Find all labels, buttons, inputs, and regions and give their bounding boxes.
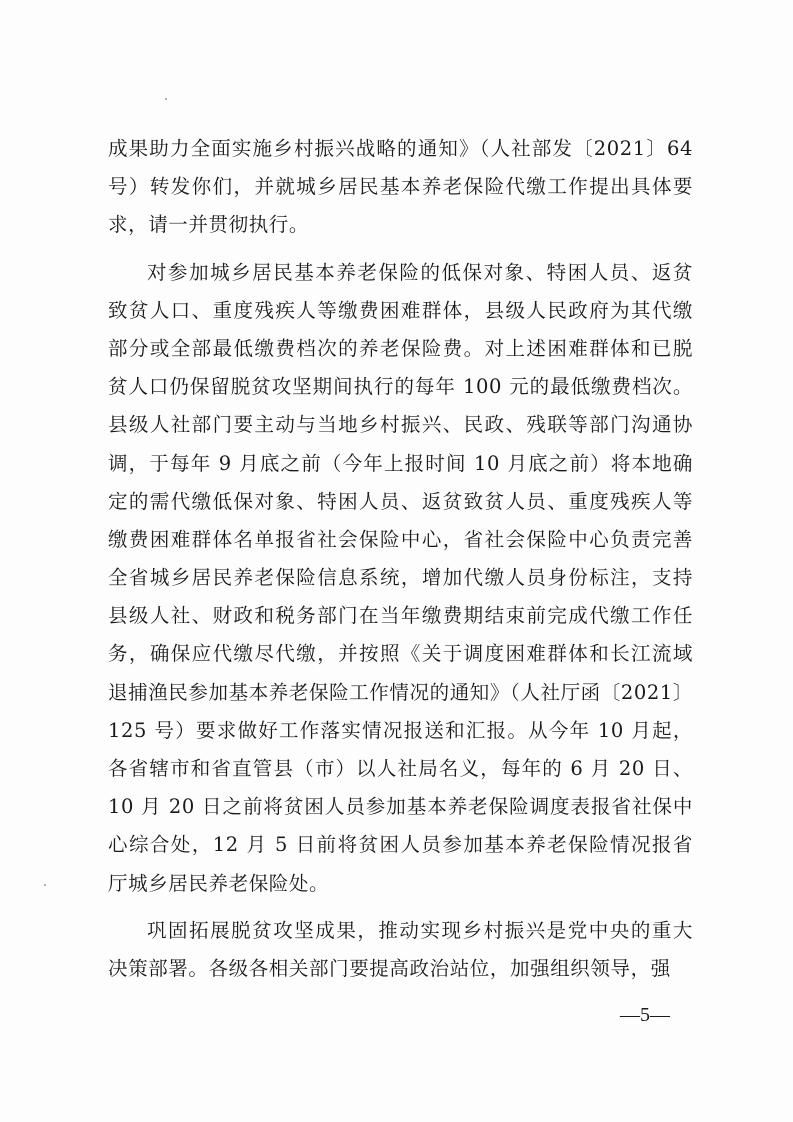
text-line: 各省辖市和省直管县（市）以人社局名义，每年的 6 月 20 日、 xyxy=(108,757,693,780)
page-number: —5— xyxy=(620,1004,670,1026)
paragraph xyxy=(108,130,693,245)
text-line: 心综合处，12 月 5 日前将贫困人员参加基本养老保险情况报省 xyxy=(108,833,693,857)
text-line: 号）转发你们，并就城乡居民基本养老保险代缴工作提出具体要 xyxy=(108,175,693,199)
text-line: 全省城乡居民养老保险信息系统，增加代缴人员身份标注，支持 xyxy=(108,566,693,590)
paragraph xyxy=(108,912,693,988)
text-line: 125 号）要求做好工作落实情况报送和汇报。从今年 10 月起， xyxy=(108,718,693,742)
text-line: 贫人口仍保留脱贫攻坚期间执行的每年 100 元的最低缴费档次。 xyxy=(108,375,693,399)
text-line: 缴费困难群体名单报省社会保险中心，省社会保险中心负责完善 xyxy=(108,527,693,551)
text-line: 县级人社部门要主动与当地乡村振兴、民政、残联等部门沟通协 xyxy=(108,413,693,437)
text-line: 10 月 20 日之前将贫困人员参加基本养老保险调度表报省社保中 xyxy=(108,795,693,819)
text-line: 定的需代缴低保对象、特困人员、返贫致贫人员、重度残疾人等 xyxy=(108,489,693,513)
text-line: 务，确保应代缴尽代缴，并按照《关于调度困难群体和长江流域 xyxy=(108,642,693,666)
text-line: 厅城乡居民养老保险处。 xyxy=(108,871,330,895)
text-line: 调，于每年 9 月底之前（今年上报时间 10 月底之前）将本地确 xyxy=(108,451,693,475)
paragraph-gap xyxy=(108,903,693,912)
document-body xyxy=(108,130,693,988)
text-line: 求，请一并贯彻执行。 xyxy=(108,213,310,237)
text-line: 决策部署。各级各相关部门要提高政治站位，加强组织领导，强 xyxy=(108,956,671,980)
text-line: 巩固拓展脱贫攻坚成果，推动实现乡村振兴是党中央的重大 xyxy=(147,918,693,942)
paragraph xyxy=(108,254,693,903)
text-line: 成果助力全面实施乡村振兴战略的通知》（人社部发〔2021〕64 xyxy=(108,137,693,160)
text-line: 对参加城乡居民基本养老保险的低保对象、特困人员、返贫 xyxy=(147,260,693,284)
text-line: 县级人社、财政和税务部门在当年缴费期结束前完成代缴工作任 xyxy=(108,604,693,628)
text-line: 致贫人口、重度残疾人等缴费困难群体，县级人民政府为其代缴 xyxy=(108,298,693,322)
scan-speck xyxy=(44,884,46,886)
text-line: 退捕渔民参加基本养老保险工作情况的通知》（人社厅函〔2021〕 xyxy=(108,680,693,704)
text-line: 部分或全部最低缴费档次的养老保险费。对上述困难群体和已脱 xyxy=(108,336,693,360)
paragraph-gap xyxy=(108,245,693,254)
scan-speck xyxy=(165,98,167,100)
